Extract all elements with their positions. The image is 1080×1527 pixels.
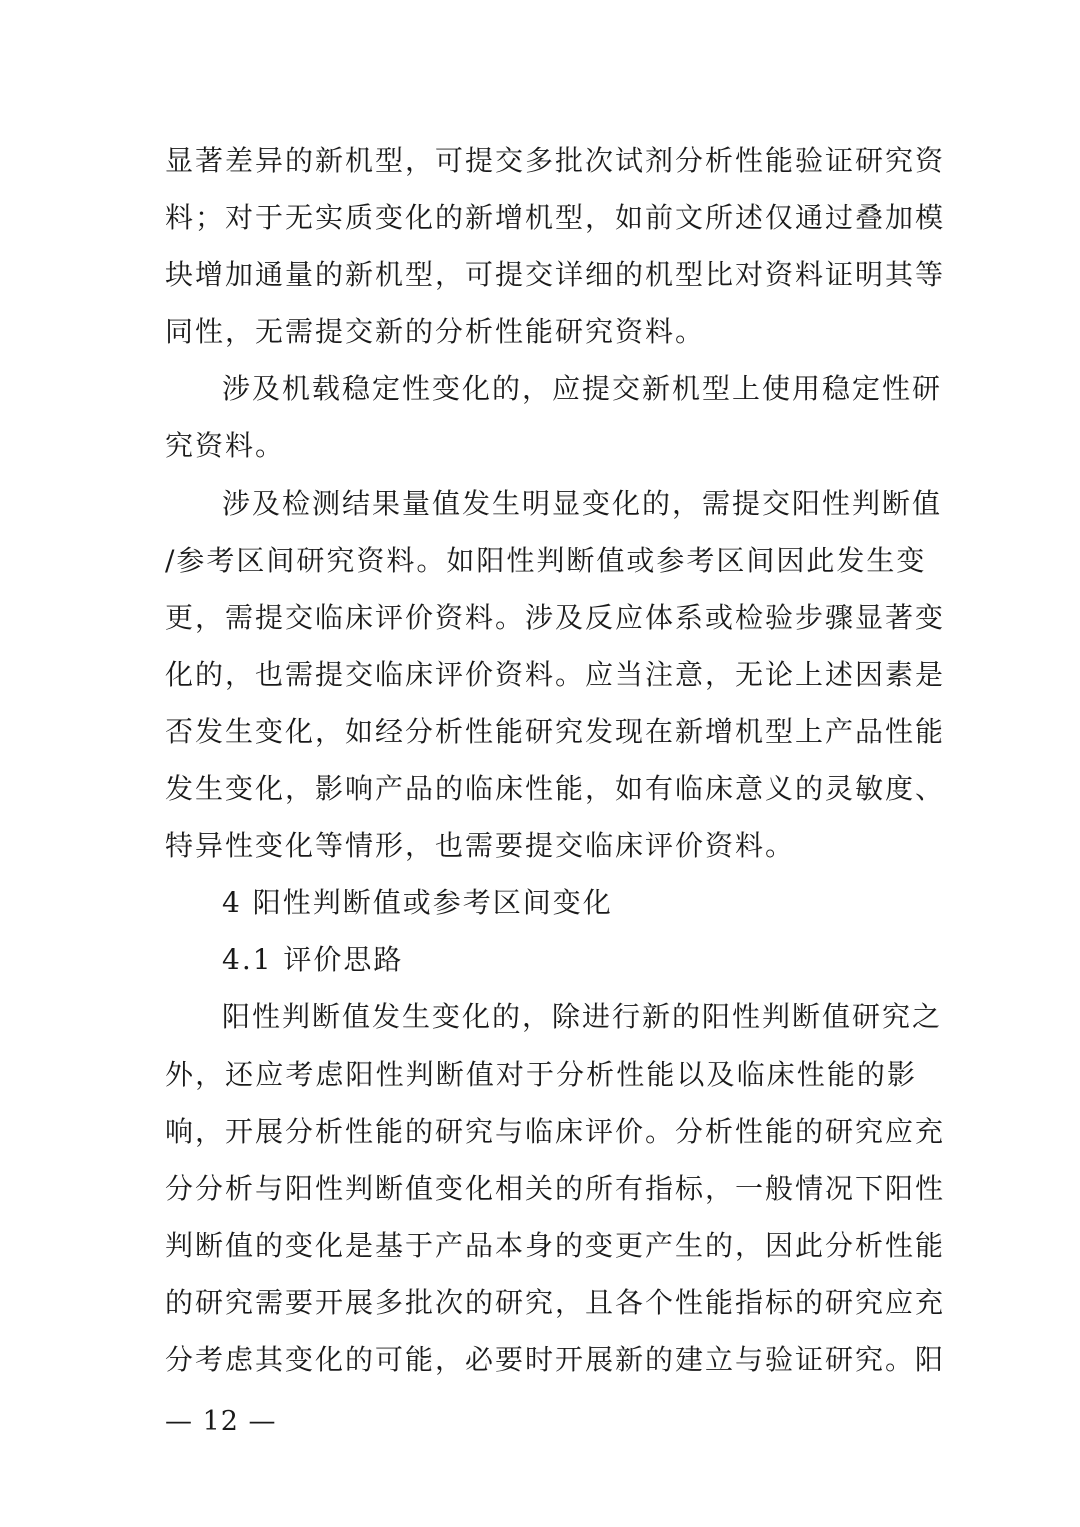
text-line: 同性，无需提交新的分析性能研究资料。 bbox=[165, 315, 706, 349]
subsection-heading: 4.1 评价思路 bbox=[222, 943, 404, 977]
text-line: 发生变化，影响产品的临床性能，如有临床意义的灵敏度、 bbox=[165, 772, 946, 806]
text-line: 显著差异的新机型，可提交多批次试剂分析性能验证研究资 bbox=[165, 144, 946, 177]
text-line: /参考区间研究资料。如阳性判断值或参考区间因此发生变 bbox=[165, 543, 927, 577]
text-line: 否发生变化，如经分析性能研究发现在新增机型上产品性能 bbox=[165, 714, 946, 748]
text-line: 响，开展分析性能的研究与临床评价。分析性能的研究应充 bbox=[165, 1114, 946, 1148]
text-line: 外，还应考虑阳性判断值对于分析性能以及临床性能的影 bbox=[165, 1057, 917, 1091]
section-heading: 4 阳性判断值或参考区间变化 bbox=[222, 886, 613, 920]
text-line: 涉及检测结果量值发生明显变化的，需提交阳性判断值 bbox=[222, 486, 943, 520]
text-line: 判断值的变化是基于产品本身的变更产生的，因此分析性能 bbox=[165, 1228, 946, 1262]
text-line: 分考虑其变化的可能，必要时开展新的建立与验证研究。阳 bbox=[165, 1342, 946, 1376]
text-line: 涉及机载稳定性变化的，应提交新机型上使用稳定性研 bbox=[222, 372, 943, 406]
text-line: 特异性变化等情形，也需要提交临床评价资料。 bbox=[165, 829, 796, 863]
text-line: 料；对于无实质变化的新增机型，如前文所述仅通过叠加模 bbox=[165, 201, 946, 235]
text-line: 究资料。 bbox=[165, 429, 286, 463]
text-line: 更，需提交临床评价资料。涉及反应体系或检验步骤显著变 bbox=[165, 600, 946, 634]
text-line: 化的，也需提交临床评价资料。应当注意，无论上述因素是 bbox=[165, 657, 946, 691]
text-line: 分分析与阳性判断值变化相关的所有指标，一般情况下阳性 bbox=[165, 1171, 946, 1205]
page-number: — 12 — bbox=[165, 1406, 277, 1437]
text-line: 的研究需要开展多批次的研究，且各个性能指标的研究应充 bbox=[165, 1285, 946, 1319]
body-text bbox=[165, 132, 946, 1388]
text-line: 块增加通量的新机型，可提交详细的机型比对资料证明其等 bbox=[165, 258, 946, 292]
text-line: 阳性判断值发生变化的，除进行新的阳性判断值研究之 bbox=[222, 1000, 943, 1034]
